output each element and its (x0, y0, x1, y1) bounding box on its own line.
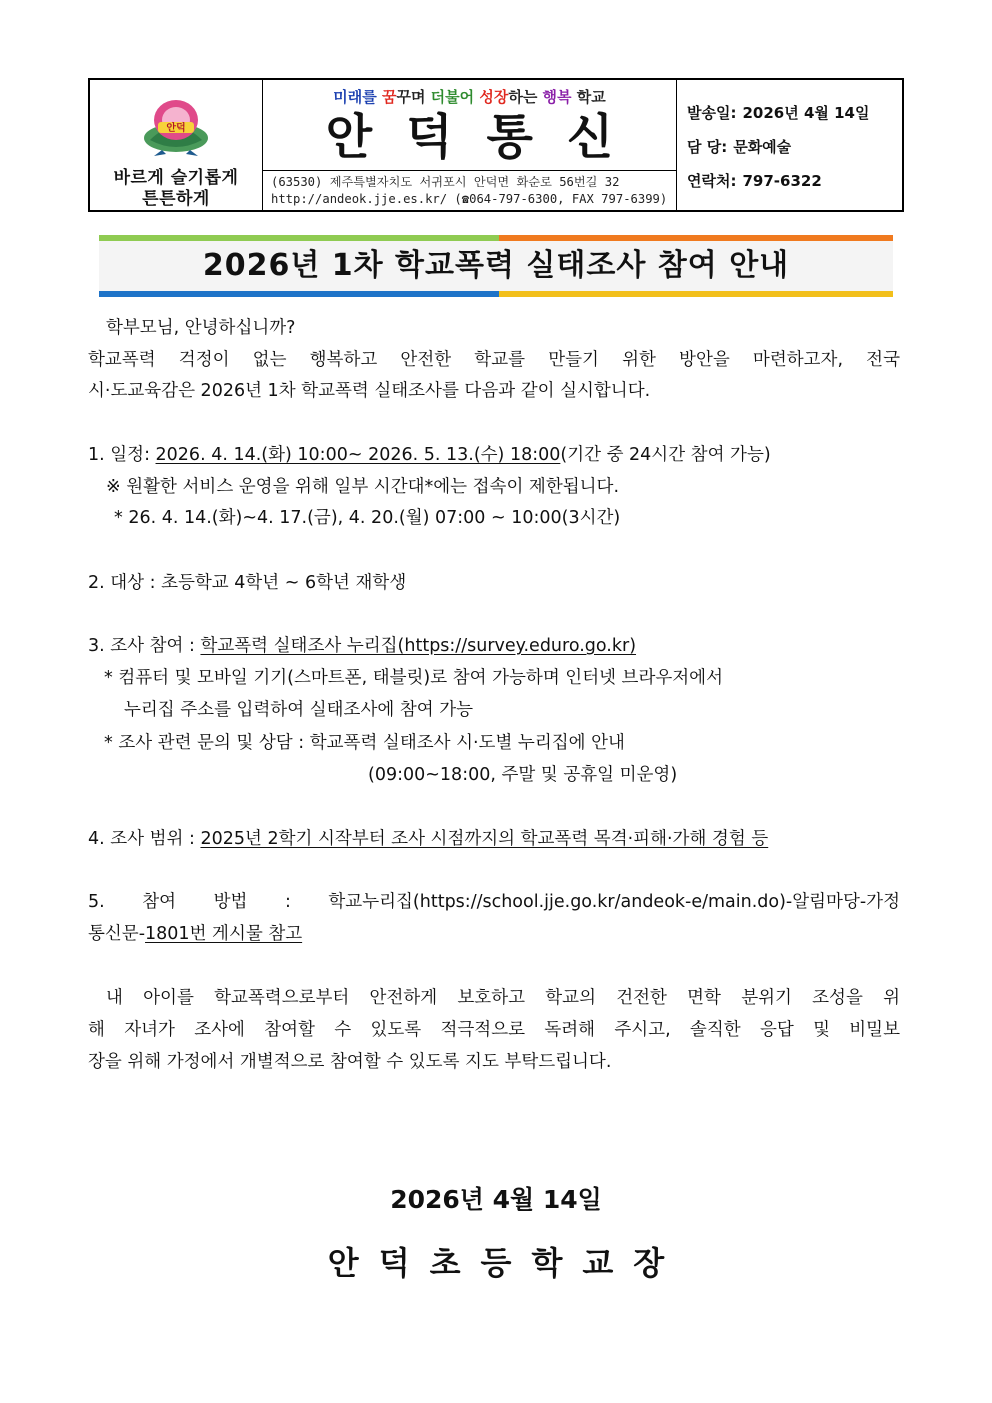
website-and-phone: http://andeok.jje.es.kr/ (☎064-797-6300, FAX 797-6399) (271, 192, 668, 206)
intro-line: 학교폭력 걱정이 없는 행복하고 안전한 학교를 만들기 위한 방안을 마련하고자, 전국 (88, 350, 900, 370)
slogan-part: 꾸며 (396, 88, 431, 106)
motto-line-1: 바르게 슬기롭게 (113, 168, 239, 188)
inquiry-note: * 조사 관련 문의 및 상담 : 학교폭력 실태조사 시·도별 누리집에 안내 (104, 733, 625, 753)
survey-link[interactable]: 학교폭력 실태조사 누리집(https://survey.eduro.go.kr) (200, 636, 637, 656)
school-motto (90, 168, 262, 210)
school-address (271, 174, 672, 208)
target-item: 2. 대상 : 초등학교 4학년 ~ 6학년 재학생 (88, 573, 407, 593)
principal-signature: 안덕초등학교장 (327, 1244, 685, 1282)
meta-label: 담 당: (687, 138, 728, 156)
school-logo-icon (140, 94, 212, 158)
address-line: (63530) 제주특별자치도 서귀포시 안덕면 화순로 56번길 32 (271, 175, 620, 189)
page-title: 2026년 1차 학교폭력 실태조사 참여 안내 (202, 248, 790, 283)
send-date (687, 102, 869, 123)
method-item: 5. 참여 방법 : 학교누리집(https://school.jje.go.kr/andeok-e/main.do)-알림마당-가정 (88, 892, 900, 912)
slogan-part: 꿈 (381, 88, 397, 106)
meta-value: 문화예술 (733, 138, 792, 156)
method-item-cont (88, 922, 302, 946)
item-label: 3. 조사 참여 : (88, 636, 201, 656)
survey-scope: 2025년 2학기 시작부터 조사 시점까지의 학교폭력 목격·피해·가해 경험 등 (200, 829, 769, 849)
device-note: 누리집 주소를 입력하여 실태조사에 참여 가능 (124, 700, 474, 720)
closing-line: 장을 위해 가정에서 개별적으로 참여할 수 있도록 지도 부탁드립니다. (88, 1052, 612, 1072)
issue-date: 2026년 4월 14일 (390, 1185, 602, 1214)
restricted-times: * 26. 4. 14.(화)~4. 17.(금), 4. 20.(월) 07:00 ~ 10:00(3시간) (114, 508, 621, 528)
participation-item (88, 634, 636, 658)
decorative-bar (499, 291, 893, 297)
slogan-part: 행복 (542, 88, 572, 106)
closing-line: 해 자녀가 조사에 참여할 수 있도록 적극적으로 독려해 주시고, 솔직한 응답 및 비밀보 (88, 1020, 900, 1040)
motto-line-2: 튼튼하게 (142, 189, 210, 209)
slogan-part: 더불어 (430, 88, 480, 106)
closing-line: 내 아이를 학교폭력으로부터 안전하게 보호하고 학교의 건전한 면학 분위기 조성을 위 (106, 988, 900, 1008)
method-text: 통신문- (88, 924, 146, 944)
slogan-part: 학교 (571, 88, 606, 106)
contact (687, 170, 822, 191)
department (687, 136, 791, 157)
schedule-period: 2026. 4. 14.(화) 10:00~ 2026. 5. 13.(수) 18:00 (155, 445, 561, 465)
newsletter-masthead: 안덕통신 (325, 109, 648, 165)
meta-label: 발송일: (687, 104, 737, 122)
post-reference: 1801번 게시물 참고 (145, 924, 303, 944)
meta-value: 797-6322 (742, 172, 822, 190)
device-note: * 컴퓨터 및 모바일 기기(스마트폰, 태블릿)로 참여 가능하며 인터넷 브라우저에서 (104, 668, 723, 688)
title-banner (99, 235, 893, 297)
item-label: 4. 조사 범위 : (88, 829, 201, 849)
inquiry-hours: (09:00~18:00, 주말 및 공휴일 미운영) (368, 765, 678, 785)
intro-line: 시·도교육감은 2026년 1차 학교폭력 실태조사를 다음과 같이 실시합니다. (88, 381, 651, 401)
slogan-part: 미래를 (333, 88, 382, 106)
issue-info-cell (677, 80, 902, 210)
decorative-bar (99, 291, 499, 297)
school-slogan (263, 86, 676, 107)
schedule-note: (기간 중 24시간 참여 가능) (560, 445, 771, 465)
newsletter-header (88, 78, 904, 212)
meta-label: 연락처: (687, 172, 737, 190)
schedule-item (88, 443, 771, 467)
schedule-notice: ※ 원활한 서비스 운영을 위해 일부 시간대*에는 접속이 제한됩니다. (106, 477, 620, 497)
divider (263, 170, 676, 171)
meta-value: 2026년 4월 14일 (742, 104, 870, 122)
logo-text: 안덕 (166, 123, 186, 134)
masthead-cell (263, 80, 677, 210)
scope-item (88, 827, 768, 851)
slogan-part: 하는 (508, 88, 543, 106)
item-label: 1. 일정: (88, 445, 156, 465)
school-emblem-cell (90, 80, 263, 210)
greeting: 학부모님, 안녕하십니까? (106, 318, 296, 338)
slogan-part: 성장 (479, 88, 509, 106)
